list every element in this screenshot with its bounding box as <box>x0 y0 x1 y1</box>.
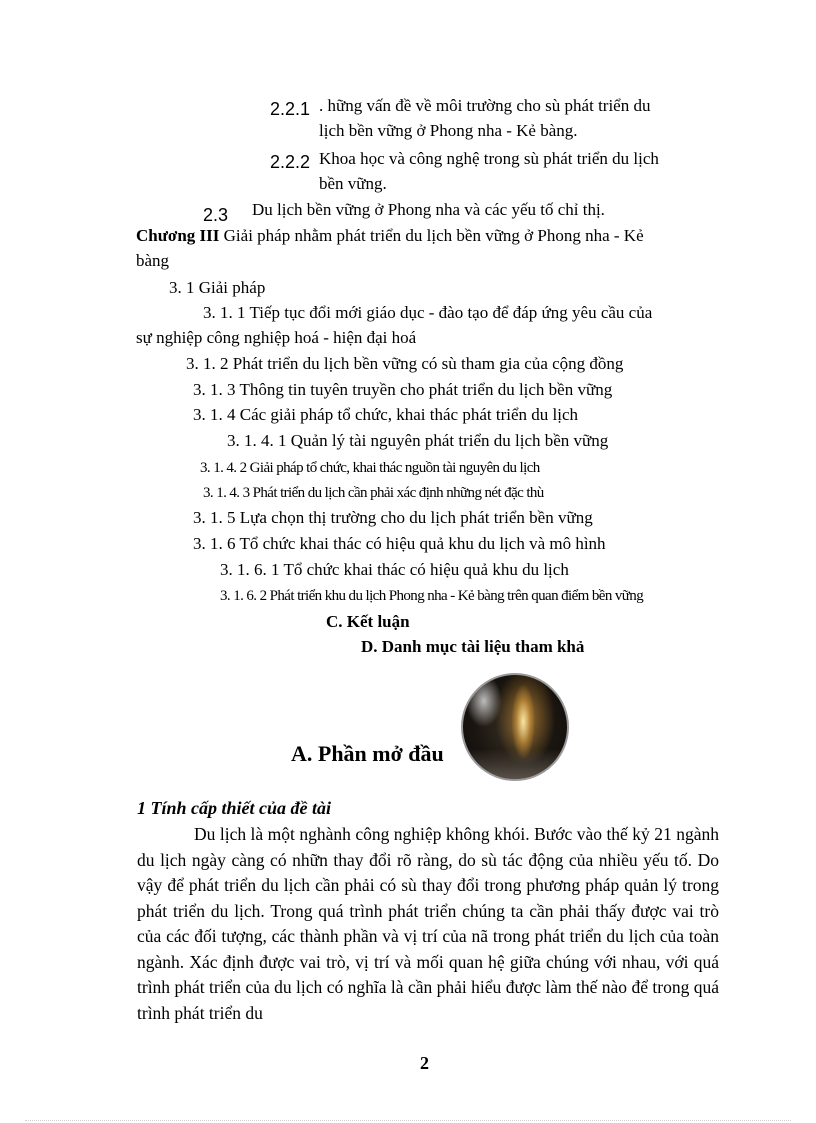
toc-3-1-1-cont: sự nghiệp công nghiệp hoá - hiện đại hoá <box>136 328 417 347</box>
toc-text-cont: bền vững. <box>319 174 387 193</box>
chapter-title-cont: bàng <box>136 251 170 270</box>
body-paragraph: Du lịch là một nghành công nghiệp không khói. Bước vào thế kỷ 21 ngành du lịch ngày càng có nhữn thay đổi rõ ràng, do sù tác động của nhiều yếu tố. Do vậy để phát triển du lịch cần phải có sù thay đổi trong phương pháp quản lý trong phát triển du lịch. Trong quá trình phát triển chúng ta cần phải thấy được vai trò của các đối tượng, các thành phần và vị trí của nã trong phát triển du lịch của toàn ngành. Xác định được vai trò, vị trí và mối quan hệ giữa chúng với nhau, với quá trình phát triển của du lịch có nghĩa là cần phải hiểu được làm thế nào để trong quá trình phát triển du <box>137 824 719 1023</box>
toc-number: 2.3 <box>203 205 229 225</box>
page-number: 2 <box>420 1053 429 1073</box>
toc-3-1-1: 3. 1. 1 Tiếp tục đổi mới giáo dục - đào tạo để đáp ứng yêu cầu của <box>203 303 653 322</box>
toc-text: . hững vấn đề về môi trường cho sù phát triển du <box>319 96 651 115</box>
toc-conclusion: C. Kết luận <box>326 612 410 631</box>
toc-text: Du lịch bền vững ở Phong nha và các yếu tố chỉ thị. <box>252 200 605 219</box>
toc-3-1-4: 3. 1. 4 Các giải pháp tổ chức, khai thác phát triển du lịch <box>193 405 578 424</box>
toc-number: 2.2.1 <box>270 99 311 119</box>
section-heading: A. Phần mở đầu <box>291 741 444 766</box>
toc-text-cont: lịch bền vững ở Phong nha - Kẻ bàng. <box>319 121 578 140</box>
chapter-title: Giải pháp nhằm phát triển du lịch bền vững ở Phong nha - Kẻ <box>219 226 644 245</box>
cave-photo <box>461 673 569 781</box>
toc-3-1-6: 3. 1. 6 Tổ chức khai thác có hiệu quả khu du lịch và mô hình <box>193 534 606 553</box>
toc-references: D. Danh mục tài liệu tham khả <box>361 637 585 656</box>
toc-3-1: 3. 1 Giải pháp <box>169 278 266 297</box>
toc-3-1-4-2: 3. 1. 4. 2 Giải pháp tổ chức, khai thác nguồn tài nguyên du lịch <box>200 460 540 476</box>
toc-text: Khoa học và công nghệ trong sù phát triển du lịch <box>319 149 659 168</box>
chapter-label: Chương III <box>136 226 220 245</box>
toc-3-1-4-1: 3. 1. 4. 1 Quản lý tài nguyên phát triển du lịch bền vững <box>227 431 609 450</box>
toc-3-1-5: 3. 1. 5 Lựa chọn thị trường cho du lịch phát triển bền vững <box>193 508 593 527</box>
toc-3-1-3: 3. 1. 3 Thông tin tuyên truyền cho phát triển du lịch bền vững <box>193 380 613 399</box>
toc-3-1-6-2: 3. 1. 6. 2 Phát triển khu du lịch Phong nha - Kẻ bàng trên quan điểm bền vững <box>220 588 644 604</box>
page-bottom-divider <box>25 1120 791 1121</box>
subsection-title: 1 Tính cấp thiết của đề tài <box>137 798 332 818</box>
toc-3-1-6-1: 3. 1. 6. 1 Tổ chức khai thác có hiệu quả khu du lịch <box>220 560 569 579</box>
cave-photo-floor <box>463 749 567 779</box>
toc-3-1-4-3: 3. 1. 4. 3 Phát triển du lịch cần phải xác định những nét đặc thù <box>203 485 544 501</box>
toc-number: 2.2.2 <box>270 152 311 172</box>
toc-3-1-2: 3. 1. 2 Phát triển du lịch bền vững có sù tham gia của cộng đồng <box>186 354 624 373</box>
